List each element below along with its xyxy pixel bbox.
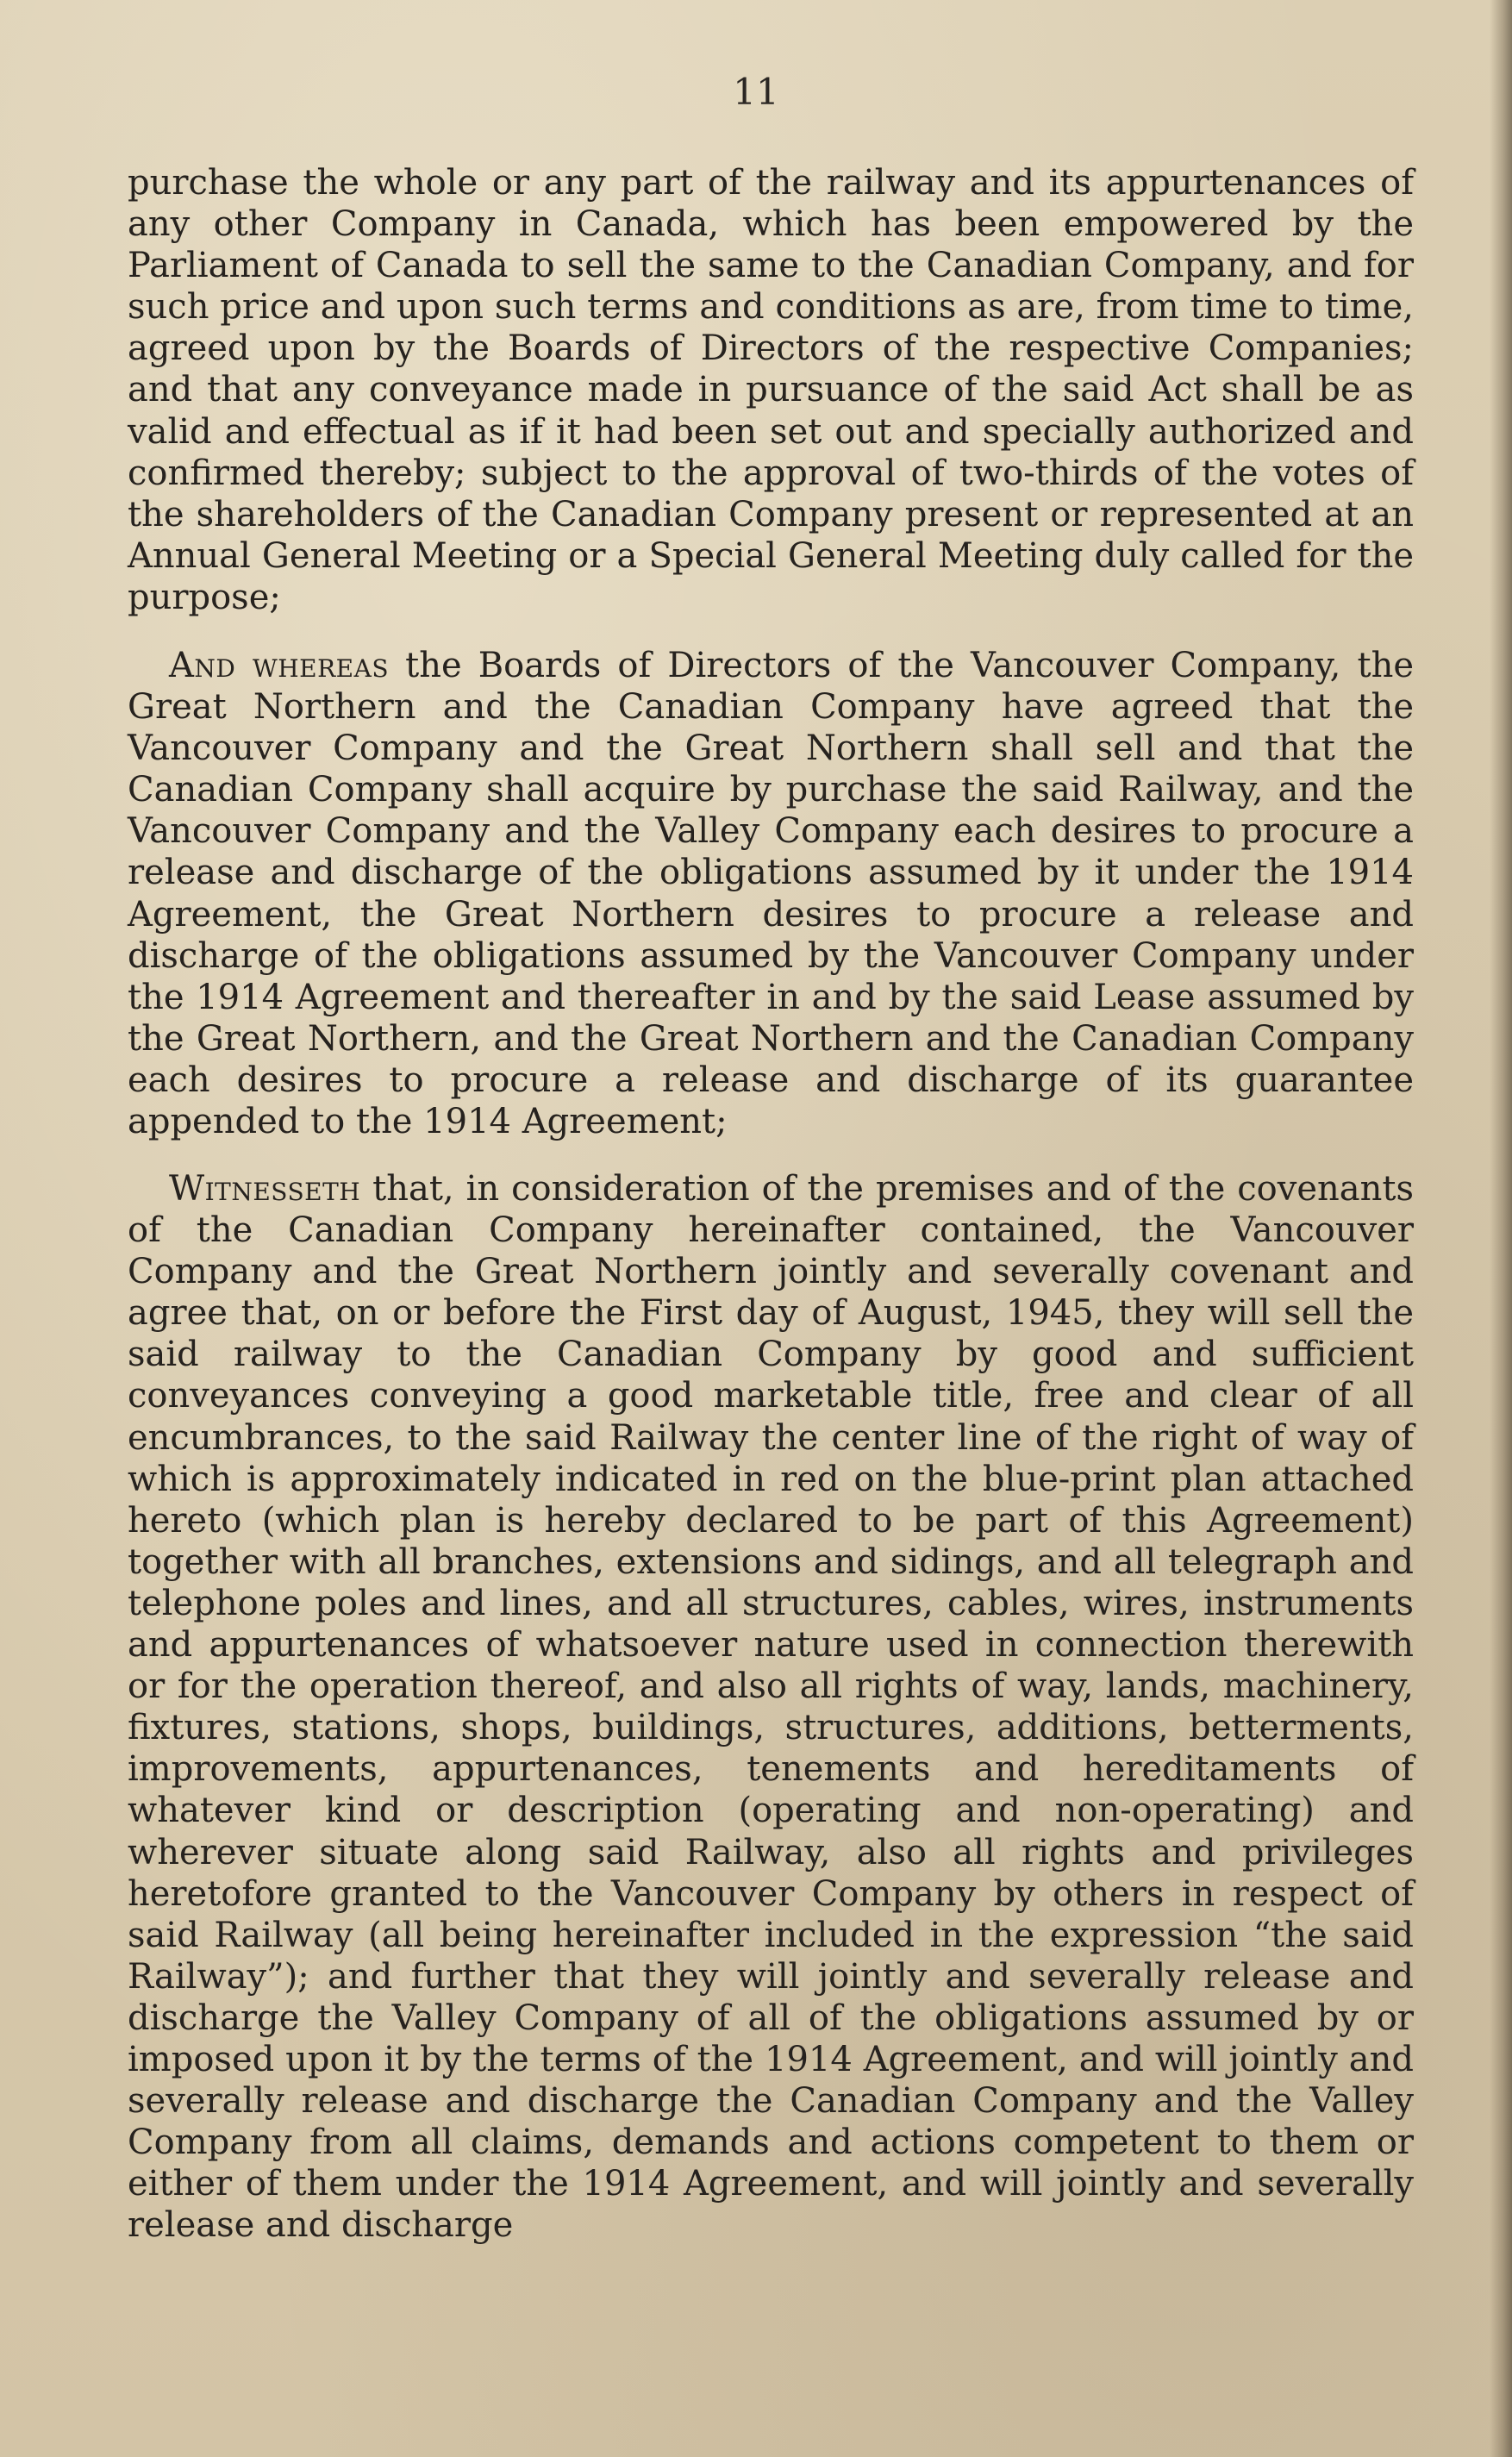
- paragraph-witnesseth: [128, 1168, 1414, 2246]
- paragraph-text: the Boards of Directors of the Vancouver Company, the Great Northern and the Canadian Company have agreed that the Vancouver Company and the Great Northern shall sell and that the Canadian Company shall acquire by purchase the said Railway, and the Vancouver Company and the Valley Company each desires to procure a release and discharge of the obligations assumed by it under the 1914 Agreement, the Great Northern desires to procure a release and discharge of the obligations assumed by the Vancouver Company under the 1914 Agreement and thereafter in and by the said Lease assumed by the Great Northern, and the Great Northern and the Canadian Company each desires to procure a release and discharge of its guarantee appended to the 1914 Agreement;: [128, 646, 1414, 1142]
- page-edge-shadow: [1490, 0, 1512, 2457]
- paragraph-1: [128, 162, 1414, 618]
- paragraph-text: that, in consideration of the premises and of the covenants of the Canadian Company hereinafter contained, the Vancouver Company and the Great Northern jointly and severally covenant and agree that, on or before the First day of August, 1945, they will sell the said railway to the Canadian Company by good and sufficient conveyances conveying a good marketable title, free and clear of all encumbrances, to the said Railway the center line of the right of way of which is approximately indicated in red on the blue-print plan attached hereto (which plan is hereby declared to be part of this Agreement) together with all branches, extensions and sidings, and all telegraph and telephone poles and lines, and all structures, cables, wires, instruments and appurtenances of whatsoever nature used in connection therewith or for the operation thereof, and also all rights of way, lands, machinery, fixtures, stations, shops, buildings, structures, additions, betterments, improvements, appurtenances, tenements and hereditaments of whatever kind or description (operating and non-operating) and wherever situate along said Railway, also all rights and privileges heretofore granted to the Vancouver Company by others in respect of said Railway (all being hereinafter included in the expression “the said Railway”); and further that they will jointly and severally release and discharge the Valley Company of all of the obligations assumed by or imposed upon it by the terms of the 1914 Agreement, and will jointly and severally release and discharge the Canadian Company and the Valley Company from all claims, demands and actions competent to them or either of them under the 1914 Agreement, and will jointly and severally release and discharge: [128, 1169, 1414, 2246]
- paragraph-lead: And whereas: [169, 646, 390, 685]
- paragraph-text: purchase the whole or any part of the railway and its appurtenances of any other Company in Canada, which has been empowered by the Parliament of Canada to sell the same to the Canadian Company, and for such price and upon such terms and conditions as are, from time to time, agreed upon by the Boards of Directors of the respective Companies; and that any conveyance made in pursuance of the said Act shall be as valid and effectual as if it had been set out and specially authorized and confirmed thereby; subject to the approval of two-thirds of the votes of the shareholders of the Canadian Company present or represented at an Annual General Meeting or a Special General Meeting duly called for the purpose;: [128, 163, 1414, 617]
- paragraph-lead: Witnesseth: [169, 1169, 361, 1209]
- paragraph-and-whereas: [128, 645, 1414, 1142]
- page-number: 11: [733, 71, 779, 113]
